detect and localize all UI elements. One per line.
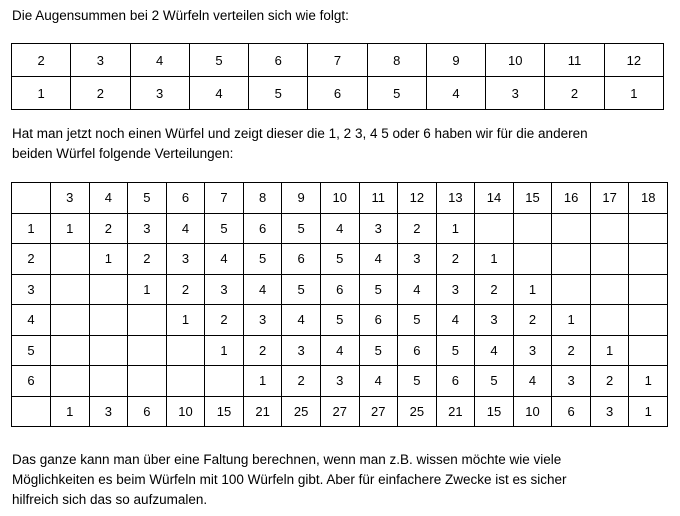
three-dice-sum-cell: 11 xyxy=(359,183,398,214)
outro-line-3: hilfreich sich das so aufzumalen. xyxy=(12,492,208,507)
three-dice-count-cell: 6 xyxy=(282,244,321,275)
three-dice-count-cell: 6 xyxy=(243,213,282,244)
three-dice-total-cell: 25 xyxy=(398,396,437,427)
three-dice-total-cell: 3 xyxy=(89,396,128,427)
three-dice-count-cell: 6 xyxy=(436,366,475,397)
three-dice-sum-cell: 17 xyxy=(590,183,629,214)
three-dice-count-cell: 6 xyxy=(398,335,437,366)
three-dice-row-label-cell xyxy=(12,396,51,427)
three-dice-count-cell xyxy=(629,305,668,336)
three-dice-count-cell xyxy=(128,366,167,397)
three-dice-count-cell xyxy=(552,274,591,305)
three-dice-count-cell: 6 xyxy=(359,305,398,336)
three-dice-count-cell: 4 xyxy=(166,213,205,244)
three-dice-count-cell: 3 xyxy=(436,274,475,305)
three-dice-count-cell: 3 xyxy=(320,366,359,397)
three-dice-count-cell: 3 xyxy=(398,244,437,275)
three-dice-sum-cell: 3 xyxy=(51,183,90,214)
three-dice-count-cell xyxy=(51,335,90,366)
three-dice-count-cell xyxy=(629,244,668,275)
three-dice-total-cell: 27 xyxy=(320,396,359,427)
three-dice-count-cell xyxy=(166,366,205,397)
three-dice-total-cell: 10 xyxy=(513,396,552,427)
three-dice-total-cell: 1 xyxy=(629,396,668,427)
three-dice-count-cell: 1 xyxy=(475,244,514,275)
three-dice-count-cell: 5 xyxy=(398,366,437,397)
three-dice-total-cell: 27 xyxy=(359,396,398,427)
three-dice-count-cell: 5 xyxy=(282,213,321,244)
three-dice-count-cell: 5 xyxy=(436,335,475,366)
three-dice-count-cell: 4 xyxy=(475,335,514,366)
two-dice-count-row xyxy=(12,77,664,110)
three-dice-sum-cell: 14 xyxy=(475,183,514,214)
three-dice-count-cell: 4 xyxy=(205,244,244,275)
three-dice-total-row xyxy=(12,396,668,427)
three-dice-count-cell xyxy=(51,274,90,305)
three-dice-count-cell xyxy=(51,366,90,397)
three-dice-total-cell: 3 xyxy=(590,396,629,427)
three-dice-sum-cell: 10 xyxy=(320,183,359,214)
three-dice-count-cell: 5 xyxy=(320,244,359,275)
three-dice-count-cell: 5 xyxy=(359,274,398,305)
three-dice-count-cell: 3 xyxy=(282,335,321,366)
three-dice-count-cell: 4 xyxy=(436,305,475,336)
three-dice-count-cell: 4 xyxy=(282,305,321,336)
three-dice-total-cell: 6 xyxy=(552,396,591,427)
three-dice-count-cell xyxy=(166,335,205,366)
three-dice-count-cell xyxy=(629,335,668,366)
three-dice-sum-cell: 4 xyxy=(89,183,128,214)
three-dice-count-cell: 2 xyxy=(436,244,475,275)
three-dice-row xyxy=(12,274,668,305)
two-dice-count-cell: 4 xyxy=(426,77,485,110)
three-dice-count-cell xyxy=(629,274,668,305)
two-dice-count-cell: 3 xyxy=(486,77,545,110)
three-dice-total-cell: 25 xyxy=(282,396,321,427)
two-dice-count-cell: 5 xyxy=(249,77,308,110)
three-dice-count-cell: 2 xyxy=(590,366,629,397)
three-dice-count-cell: 4 xyxy=(320,213,359,244)
three-dice-count-cell: 2 xyxy=(205,305,244,336)
two-dice-sum-cell: 8 xyxy=(367,44,426,77)
three-dice-count-cell xyxy=(475,213,514,244)
three-dice-sum-cell: 8 xyxy=(243,183,282,214)
three-dice-row xyxy=(12,335,668,366)
three-dice-count-cell: 5 xyxy=(320,305,359,336)
middle-line-1: Hat man jetzt noch einen Würfel und zeigt dieser die 1, 2 3, 4 5 oder 6 haben wir für die anderen xyxy=(12,126,588,141)
three-dice-row-label-cell: 2 xyxy=(12,244,51,275)
three-dice-count-cell xyxy=(51,244,90,275)
three-dice-count-cell: 2 xyxy=(475,274,514,305)
three-dice-row-label-cell: 6 xyxy=(12,366,51,397)
three-dice-count-cell: 5 xyxy=(243,244,282,275)
three-dice-count-cell xyxy=(590,244,629,275)
two-dice-sum-cell: 11 xyxy=(545,44,604,77)
middle-line-2: beiden Würfel folgende Verteilungen: xyxy=(12,146,234,161)
three-dice-count-cell: 3 xyxy=(513,335,552,366)
two-dice-count-cell: 1 xyxy=(604,77,663,110)
two-dice-count-cell: 6 xyxy=(308,77,367,110)
three-dice-count-cell: 5 xyxy=(398,305,437,336)
three-dice-total-cell: 6 xyxy=(128,396,167,427)
three-dice-total-cell: 15 xyxy=(205,396,244,427)
two-dice-count-cell: 2 xyxy=(71,77,130,110)
three-dice-row xyxy=(12,305,668,336)
two-dice-count-cell: 1 xyxy=(12,77,71,110)
two-dice-table xyxy=(11,43,664,110)
three-dice-count-cell: 1 xyxy=(89,244,128,275)
three-dice-count-cell: 3 xyxy=(243,305,282,336)
three-dice-count-cell: 4 xyxy=(320,335,359,366)
three-dice-count-cell: 4 xyxy=(359,366,398,397)
three-dice-count-cell: 4 xyxy=(243,274,282,305)
three-dice-row-label-cell: 5 xyxy=(12,335,51,366)
three-dice-count-cell: 2 xyxy=(89,213,128,244)
two-dice-sum-cell: 12 xyxy=(604,44,663,77)
three-dice-count-cell: 4 xyxy=(513,366,552,397)
two-dice-sum-cell: 7 xyxy=(308,44,367,77)
outro-line-2: Möglichkeiten es beim Würfeln mit 100 Würfeln gibt. Aber für einfachere Zwecke ist es sicher xyxy=(12,472,567,487)
three-dice-count-cell: 4 xyxy=(359,244,398,275)
three-dice-count-cell xyxy=(552,244,591,275)
three-dice-total-cell: 1 xyxy=(51,396,90,427)
three-dice-count-cell: 1 xyxy=(51,213,90,244)
three-dice-count-cell: 2 xyxy=(282,366,321,397)
two-dice-count-cell: 2 xyxy=(545,77,604,110)
two-dice-count-cell: 4 xyxy=(189,77,248,110)
three-dice-count-cell: 5 xyxy=(282,274,321,305)
three-dice-count-cell: 5 xyxy=(475,366,514,397)
three-dice-count-cell xyxy=(629,213,668,244)
three-dice-sum-cell: 13 xyxy=(436,183,475,214)
three-dice-count-cell: 5 xyxy=(359,335,398,366)
three-dice-sum-cell: 15 xyxy=(513,183,552,214)
three-dice-count-cell xyxy=(205,366,244,397)
three-dice-sum-cell: 5 xyxy=(128,183,167,214)
two-dice-sum-cell: 2 xyxy=(12,44,71,77)
three-dice-count-cell xyxy=(513,244,552,275)
two-dice-sum-cell: 3 xyxy=(71,44,130,77)
three-dice-row xyxy=(12,213,668,244)
three-dice-row-label-cell xyxy=(12,183,51,214)
three-dice-count-cell: 2 xyxy=(128,244,167,275)
three-dice-count-cell: 2 xyxy=(552,335,591,366)
three-dice-total-cell: 15 xyxy=(475,396,514,427)
two-dice-count-cell: 5 xyxy=(367,77,426,110)
three-dice-sum-cell: 7 xyxy=(205,183,244,214)
three-dice-count-cell: 1 xyxy=(629,366,668,397)
intro-paragraph: Die Augensummen bei 2 Würfeln verteilen sich wie folgt: xyxy=(12,8,349,23)
three-dice-row-label-cell: 1 xyxy=(12,213,51,244)
three-dice-sum-cell: 6 xyxy=(166,183,205,214)
three-dice-count-cell: 3 xyxy=(475,305,514,336)
three-dice-count-cell xyxy=(590,305,629,336)
three-dice-row xyxy=(12,244,668,275)
three-dice-count-cell: 2 xyxy=(166,274,205,305)
three-dice-count-cell xyxy=(89,335,128,366)
two-dice-sum-cell: 9 xyxy=(426,44,485,77)
three-dice-count-cell: 6 xyxy=(320,274,359,305)
three-dice-sum-cell: 12 xyxy=(398,183,437,214)
three-dice-count-cell: 1 xyxy=(243,366,282,397)
three-dice-count-cell: 2 xyxy=(513,305,552,336)
three-dice-count-cell: 1 xyxy=(166,305,205,336)
three-dice-header-row xyxy=(12,183,668,214)
three-dice-row-label-cell: 3 xyxy=(12,274,51,305)
three-dice-count-cell xyxy=(552,213,591,244)
three-dice-count-cell: 3 xyxy=(552,366,591,397)
three-dice-count-cell: 1 xyxy=(436,213,475,244)
three-dice-count-cell: 3 xyxy=(166,244,205,275)
three-dice-count-cell xyxy=(51,305,90,336)
two-dice-header-row xyxy=(12,44,664,77)
two-dice-sum-cell: 6 xyxy=(249,44,308,77)
three-dice-count-cell: 3 xyxy=(205,274,244,305)
three-dice-count-cell: 1 xyxy=(590,335,629,366)
three-dice-count-cell: 4 xyxy=(398,274,437,305)
three-dice-count-cell xyxy=(89,305,128,336)
three-dice-count-cell: 2 xyxy=(243,335,282,366)
two-dice-count-cell: 3 xyxy=(130,77,189,110)
three-dice-total-cell: 10 xyxy=(166,396,205,427)
middle-paragraph xyxy=(12,124,588,164)
two-dice-sum-cell: 4 xyxy=(130,44,189,77)
three-dice-count-cell xyxy=(89,366,128,397)
three-dice-count-cell: 3 xyxy=(128,213,167,244)
three-dice-count-cell: 1 xyxy=(205,335,244,366)
three-dice-total-cell: 21 xyxy=(243,396,282,427)
three-dice-count-cell xyxy=(513,213,552,244)
three-dice-count-cell: 2 xyxy=(398,213,437,244)
three-dice-count-cell: 1 xyxy=(128,274,167,305)
three-dice-count-cell xyxy=(590,213,629,244)
three-dice-count-cell xyxy=(128,305,167,336)
three-dice-count-cell: 1 xyxy=(513,274,552,305)
three-dice-table xyxy=(11,182,668,427)
three-dice-count-cell xyxy=(128,335,167,366)
three-dice-row xyxy=(12,366,668,397)
three-dice-count-cell: 1 xyxy=(552,305,591,336)
three-dice-count-cell xyxy=(89,274,128,305)
three-dice-sum-cell: 18 xyxy=(629,183,668,214)
three-dice-row-label-cell: 4 xyxy=(12,305,51,336)
three-dice-count-cell: 5 xyxy=(205,213,244,244)
three-dice-total-cell: 21 xyxy=(436,396,475,427)
outro-paragraph xyxy=(12,450,566,510)
three-dice-count-cell xyxy=(590,274,629,305)
three-dice-sum-cell: 16 xyxy=(552,183,591,214)
two-dice-sum-cell: 5 xyxy=(189,44,248,77)
three-dice-sum-cell: 9 xyxy=(282,183,321,214)
outro-line-1: Das ganze kann man über eine Faltung berechnen, wenn man z.B. wissen möchte wie viele xyxy=(12,452,562,467)
three-dice-count-cell: 3 xyxy=(359,213,398,244)
two-dice-sum-cell: 10 xyxy=(486,44,545,77)
